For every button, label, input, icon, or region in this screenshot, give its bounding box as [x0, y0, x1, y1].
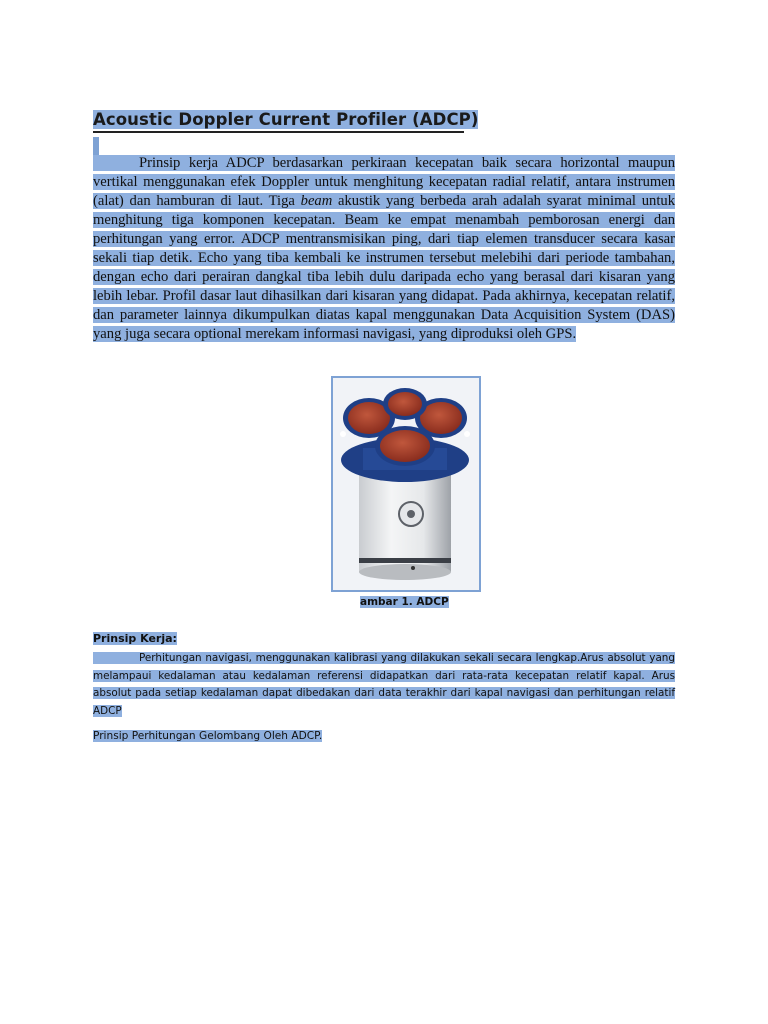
paragraph1-italic-beam: beam: [300, 193, 333, 209]
adcp-device-illustration: [333, 378, 479, 590]
section-heading: [93, 632, 177, 645]
paragraph-prinsip-kerja: [93, 650, 675, 720]
adcp-figure-image: [331, 376, 481, 592]
section-heading-text: Prinsip Kerja:: [93, 632, 177, 645]
paragraph1-part2: akustik yang berbeda arah adalah syarat minimal untuk menghitung tiga komponen kecepatan. Beam ke empat menambah pemborosan energi dan perhitungan yang error. ADCP mentransmisikan ping, dari tiap elemen transducer secara kasar sekali tiap detik. Echo yang tiba kembali ke instrumen tersebut melebihi dari periode tambahan, dengan echo dari perairan dangkal tiba lebih dulu daripada echo yang berasal dari kisaran yang lebih lebar. Profil dasar laut dihasilkan dari kisaran yang didapat. Pada akhirnya, kecepatan relatif, dan parameter lainnya dikumpulkan diatas kapal menggunakan Data Acquisition System (DAS) yang juga secara optional merekam informasi navigasi, yang diproduksi oleh GPS.: [93, 193, 675, 342]
title-text: Acoustic Doppler Current Profiler (ADCP): [93, 110, 479, 129]
title-underline: [93, 131, 464, 133]
paragraph1-part1: Prinsip kerja ADCP berdasarkan perkiraan kecepatan baik secara horizontal maupun vertikal menggunakan efek Doppler untuk menghitung kecepatan radial relatif, antara instrumen (alat) dan hamburan di laut. Tiga: [93, 155, 675, 209]
figure-caption: [360, 596, 449, 608]
paragraph-adcp-principle: [93, 154, 675, 344]
subheading-text: Prinsip Perhitungan Gelombang Oleh ADCP.: [93, 730, 323, 742]
document-title: [93, 110, 478, 129]
paragraph2-text: Perhitungan navigasi, menggunakan kalibrasi yang dilakukan sekali secara lengkap.Arus absolut yang melampaui kedalaman atau kedalaman referensi didapatkan dari rata-rata kecepatan relatif kapal. Arus absolut pada setiap kedalaman dapat dibedakan dari data terakhir dari kapal navigasi dan perhitungan relatif ADCP: [93, 652, 675, 717]
figure-caption-text: ambar 1. ADCP: [360, 596, 449, 608]
subheading: [93, 730, 322, 742]
selection-caret: [93, 137, 99, 155]
